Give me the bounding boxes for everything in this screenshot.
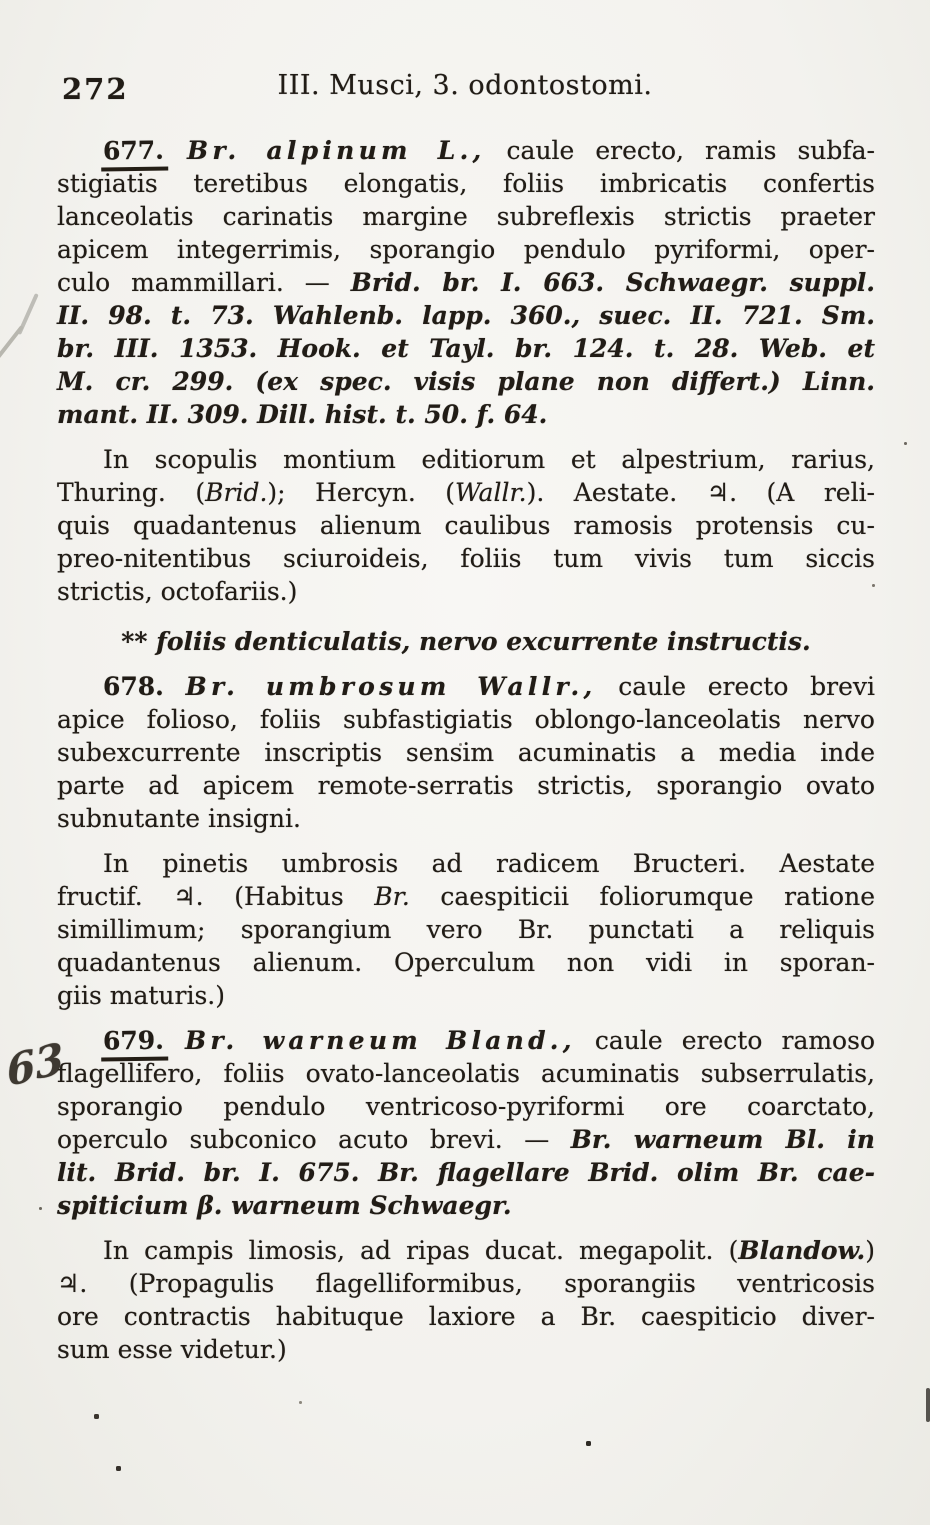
text-segment: II. 98. t. 73. Wahlenb. lapp. 360., suec. II. 721. Sm. bbox=[57, 301, 875, 330]
text-segment bbox=[166, 1026, 185, 1055]
text-segment: simillimum; sporangium vero Br. punctati a reliquis bbox=[57, 915, 875, 944]
text-segment: apice folioso, foliis subfastigiatis oblongo-lanceolatis nervo bbox=[57, 705, 875, 734]
text-line bbox=[57, 233, 875, 266]
text-segment: sporangio pendulo ventricoso-pyriformi ore coarctato, bbox=[57, 1092, 875, 1121]
text-segment: lanceolatis carinatis margine subreflexis strictis praeter bbox=[57, 202, 875, 231]
text-line bbox=[57, 1057, 875, 1090]
text-line bbox=[57, 476, 875, 509]
text-line bbox=[57, 200, 875, 233]
entry-677-diagnosis bbox=[57, 134, 875, 431]
text-line bbox=[57, 769, 875, 802]
scan-edge-mark bbox=[926, 1388, 930, 1422]
text-line bbox=[57, 1189, 875, 1222]
text-line bbox=[57, 625, 875, 658]
text-segment: caule erecto, ramis subfa- bbox=[485, 136, 875, 165]
species-name: Br. umbrosum Wallr., bbox=[185, 672, 597, 701]
entry-679-diagnosis bbox=[57, 1024, 875, 1222]
text-segment: caespiticii foliorumque ratione bbox=[409, 882, 875, 911]
text-segment: apicem integerrimis, sporangio pendulo pyriformi, oper- bbox=[57, 235, 875, 264]
subsection-heading bbox=[57, 625, 875, 658]
text-segment: Blandow. bbox=[738, 1236, 866, 1265]
entry-number: 678. bbox=[103, 672, 164, 701]
text-segment: subexcurrente inscriptis sensim acuminatis a media inde bbox=[57, 738, 875, 767]
text-segment: In campis limosis, ad ripas ducat. megapolit. ( bbox=[103, 1236, 739, 1265]
text-segment: operculo subconico acuto brevi. — bbox=[57, 1125, 571, 1154]
text-segment: spiticium β. warneum Schwaegr. bbox=[57, 1191, 512, 1220]
page-number: 272 bbox=[62, 72, 129, 106]
text-line bbox=[57, 1090, 875, 1123]
text-segment: ); Hercyn. ( bbox=[267, 478, 456, 507]
text-line bbox=[57, 398, 875, 431]
text-line bbox=[57, 847, 875, 880]
text-segment: mant. II. 309. Dill. hist. t. 50. f. 64. bbox=[57, 400, 548, 429]
text-segment: sum esse videtur.) bbox=[57, 1335, 287, 1364]
text-line bbox=[57, 542, 875, 575]
text-segment: ** foliis denticulatis, nervo excurrente instructis. bbox=[121, 627, 811, 656]
text-segment: culo mammillari. — bbox=[57, 268, 351, 297]
text-segment: quis quadantenus alienum caulibus ramosis protensis cu- bbox=[57, 511, 875, 540]
pencil-stroke bbox=[0, 325, 24, 359]
text-segment: Brid. bbox=[205, 478, 268, 507]
text-line bbox=[57, 509, 875, 542]
text-segment bbox=[164, 672, 186, 701]
text-segment: In scopulis montium editiorum et alpestrium, rarius, bbox=[103, 445, 875, 474]
entry-number-underlined: 677. bbox=[101, 134, 168, 172]
text-line bbox=[57, 880, 875, 913]
page-header bbox=[0, 70, 930, 106]
species-name: Br. warneum Bland., bbox=[185, 1026, 576, 1055]
text-segment: subnutante insigni. bbox=[57, 804, 301, 833]
text-line bbox=[57, 1300, 875, 1333]
text-segment: flagellifero, foliis ovato-lanceolatis acuminatis subserrulatis, bbox=[57, 1059, 875, 1088]
text-segment: giis maturis.) bbox=[57, 981, 226, 1010]
text-segment: M. cr. 299. (ex spec. visis plane non differt.) Linn. bbox=[57, 367, 875, 396]
text-segment: caule erecto ramoso bbox=[575, 1026, 875, 1055]
text-line bbox=[57, 1333, 875, 1366]
text-line bbox=[57, 703, 875, 736]
entry-679-habitat bbox=[57, 1234, 875, 1366]
text-line bbox=[57, 575, 875, 608]
text-segment: stigiatis teretibus elongatis, foliis imbricatis confertis bbox=[57, 169, 875, 198]
text-segment: ) bbox=[865, 1236, 875, 1265]
pencil-mark bbox=[0, 288, 46, 372]
text-line bbox=[57, 332, 875, 365]
text-line bbox=[57, 979, 875, 1012]
entry-678-diagnosis bbox=[57, 670, 875, 835]
text-segment: ore contractis habituque laxiore a Br. caespiticio diver- bbox=[57, 1302, 875, 1331]
species-name: Br. alpinum L., bbox=[186, 136, 486, 165]
text-line bbox=[57, 443, 875, 476]
text-line bbox=[57, 1267, 875, 1300]
text-segment: preo-nitentibus sciuroideis, foliis tum vivis tum siccis bbox=[57, 544, 875, 573]
text-segment: caule erecto brevi bbox=[596, 672, 875, 701]
entry-677-habitat bbox=[57, 443, 875, 608]
text-segment: lit. Brid. br. I. 675. Br. flagellare Brid. olim Br. cae- bbox=[57, 1158, 875, 1187]
entry-number-underlined: 679. bbox=[101, 1024, 168, 1062]
text-line bbox=[57, 946, 875, 979]
text-segment: parte ad apicem remote-serratis strictis, sporangio ovato bbox=[57, 771, 875, 800]
text-segment: Br. bbox=[374, 882, 410, 911]
text-line bbox=[57, 913, 875, 946]
text-segment: ). Aestate. ♃. (A reli- bbox=[526, 478, 876, 507]
text-segment: strictis, octofariis.) bbox=[57, 577, 298, 606]
text-line bbox=[57, 1156, 875, 1189]
text-line bbox=[57, 1024, 875, 1057]
entry-678-habitat bbox=[57, 847, 875, 1012]
text-segment: In pinetis umbrosis ad radicem Bructeri. Aestate bbox=[103, 849, 875, 878]
scan-speckles bbox=[0, 0, 1, 1]
text-segment: Brid. br. I. 663. Schwaegr. suppl. bbox=[350, 268, 875, 297]
text-line bbox=[57, 365, 875, 398]
text-line bbox=[57, 1123, 875, 1156]
text-line bbox=[57, 1234, 875, 1267]
text-segment: quadantenus alienum. Operculum non vidi in sporan- bbox=[57, 948, 875, 977]
text-line bbox=[57, 802, 875, 835]
text-segment: Wallr. bbox=[455, 478, 527, 507]
text-block bbox=[57, 134, 875, 1366]
text-line bbox=[57, 736, 875, 769]
handwritten-margin-note: 63 bbox=[4, 1032, 67, 1097]
text-line bbox=[57, 167, 875, 200]
text-segment: Br. warneum Bl. in bbox=[570, 1125, 875, 1154]
text-segment: br. III. 1353. Hook. et Tayl. br. 124. t. 28. Web. et bbox=[57, 334, 875, 363]
text-segment: fructif. ♃. (Habitus bbox=[57, 882, 375, 911]
text-line bbox=[57, 266, 875, 299]
text-segment: Thuring. ( bbox=[57, 478, 206, 507]
text-segment bbox=[166, 136, 187, 165]
text-line bbox=[57, 134, 875, 167]
text-line bbox=[57, 299, 875, 332]
running-title: III. Musci, 3. odontostomi. bbox=[277, 70, 653, 101]
text-line bbox=[57, 670, 875, 703]
text-segment: ♃. (Propagulis flagelliformibus, sporangiis ventricosis bbox=[57, 1269, 875, 1298]
